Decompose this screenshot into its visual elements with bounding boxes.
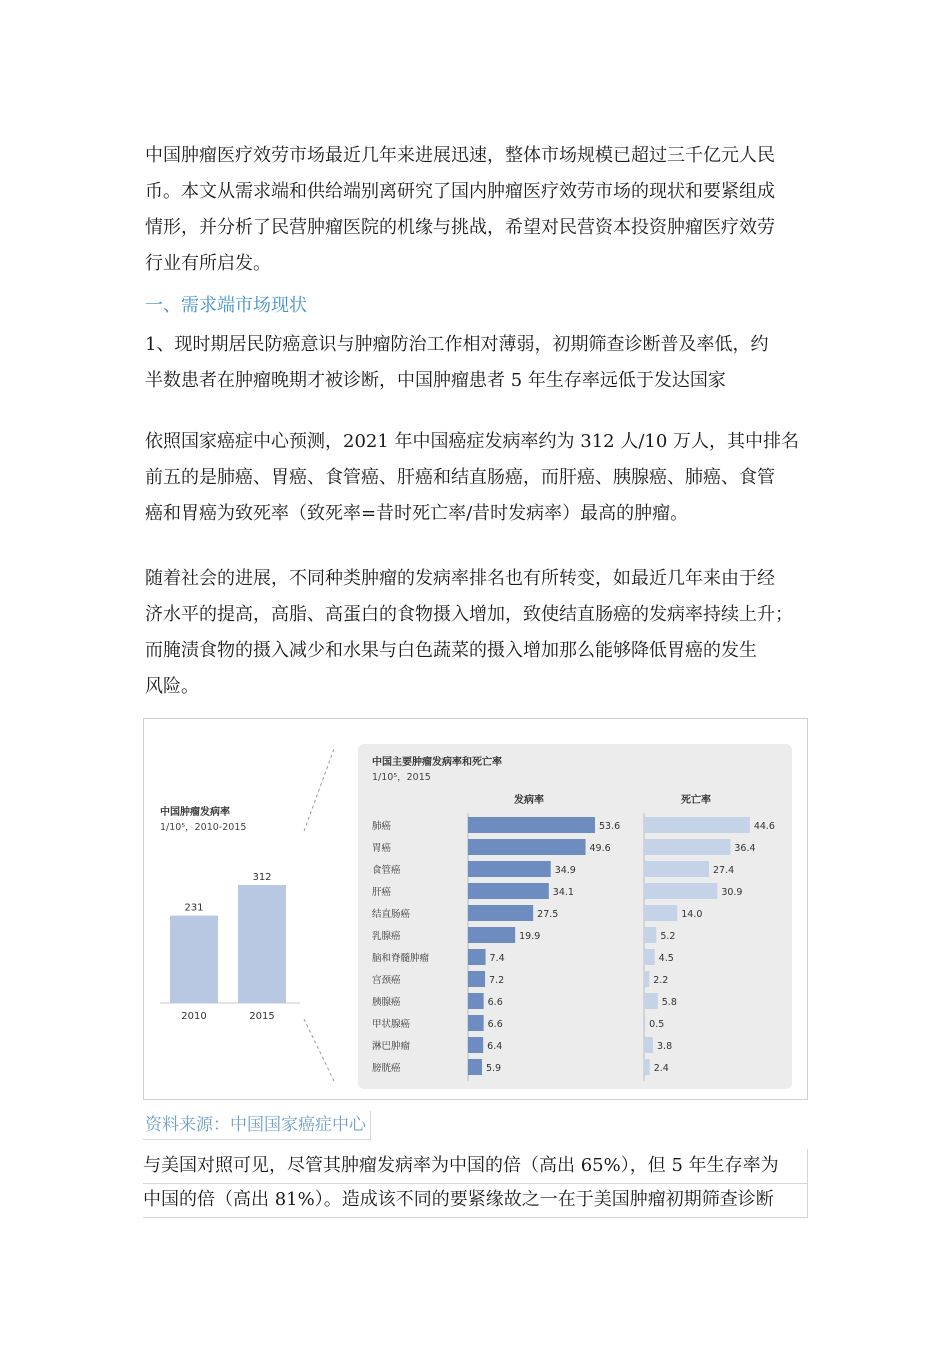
left-chart-subtitle: 1/10⁵，2010-2015 — [160, 822, 247, 833]
zoom-connector-bottom — [304, 1019, 334, 1081]
incidence-bar — [468, 861, 551, 877]
incidence-value-label: 53.6 — [599, 821, 621, 832]
mortality-bar — [644, 817, 750, 833]
series-header-incidence: 发病率 — [514, 795, 544, 806]
left-chart-value-label: 231 — [184, 902, 204, 914]
right-chart-panel — [358, 744, 792, 1089]
mortality-value-label: 36.4 — [734, 843, 756, 854]
mortality-bar — [644, 839, 730, 855]
incidence-value-label: 5.9 — [485, 1063, 502, 1074]
mortality-value-label: 44.6 — [753, 821, 775, 832]
mortality-value-label: 2.4 — [653, 1063, 669, 1074]
mortality-bar — [644, 861, 709, 877]
incidence-value-label: 7.4 — [489, 953, 505, 964]
incidence-bar — [468, 993, 484, 1009]
mortality-bar — [644, 1059, 650, 1075]
text-line: 济水平的提高，高脂、高蛋白的食物摄入增加，致使结直肠癌的发病率持续上升； — [145, 604, 793, 625]
incidence-value-label: 7.2 — [489, 975, 505, 986]
incidence-bar — [468, 1037, 483, 1053]
category-label: 脑和脊髓肿瘤 — [372, 953, 430, 964]
text-line: 情形，并分析了民营肿瘤医院的机缘与挑战，希望对民营资本投资肿瘤医疗效劳 — [145, 217, 775, 238]
point-1-paragraph — [145, 327, 807, 399]
mortality-value-label: 4.5 — [658, 953, 674, 964]
incidence-paragraph — [145, 424, 807, 532]
category-label: 食管癌 — [372, 865, 401, 876]
mortality-bar — [644, 1037, 653, 1053]
text-line: 而腌渍食物的摄入减少和水果与白色蔬菜的摄入增加那么能够降低胃癌的发生 — [145, 640, 757, 661]
incidence-bar — [468, 905, 533, 921]
mortality-bar — [644, 971, 649, 987]
mortality-value-label: 3.8 — [657, 1041, 673, 1052]
mortality-bar — [644, 927, 656, 943]
incidence-bar — [468, 839, 586, 855]
mortality-bar — [644, 993, 658, 1009]
incidence-bar — [468, 817, 595, 833]
category-label: 胰腺癌 — [372, 997, 401, 1008]
source-caption: 资料来源：中国国家癌症中心 — [143, 1111, 371, 1140]
comparison-line-2: 中国的倍（高出 81%）。造成该不同的要紧缘故之一在于美国肿瘤初期筛查诊断 — [143, 1183, 808, 1218]
text-line: 前五的是肺癌、胃癌、食管癌、肝癌和结直肠癌，而肝癌、胰腺癌、肺癌、食管 — [145, 467, 775, 488]
category-label: 胃癌 — [372, 843, 392, 854]
intro-paragraph — [145, 138, 807, 282]
trend-paragraph — [145, 561, 807, 705]
incidence-bar — [468, 927, 515, 943]
incidence-value-label: 6.6 — [487, 1019, 503, 1030]
left-chart-category-label: 2015 — [249, 1011, 275, 1022]
mortality-value-label: 2.2 — [653, 975, 669, 986]
chart-svg — [144, 719, 807, 1099]
text-line: 中国肿瘤医疗效劳市场最近几年来进展迅速，整体市场规模已超过三千亿元人民 — [145, 145, 775, 166]
incidence-bar — [468, 1015, 484, 1031]
text-line: 1、现时期居民防癌意识与肿瘤防治工作相对薄弱，初期筛查诊断普及率低，约 — [145, 334, 769, 355]
text-line: 币。本文从需求端和供给端别离研究了国内肿瘤医疗效劳市场的现状和要紧组成 — [145, 181, 775, 202]
category-label: 结直肠癌 — [372, 909, 411, 920]
incidence-value-label: 6.6 — [487, 997, 503, 1008]
category-label: 肺癌 — [372, 821, 392, 832]
incidence-value-label: 27.5 — [537, 909, 559, 920]
left-chart-category-label: 2010 — [181, 1011, 207, 1022]
left-chart-bar — [238, 885, 286, 1003]
mortality-value-label: 30.9 — [721, 887, 743, 898]
left-chart-bars — [170, 872, 286, 1022]
category-label: 肝癌 — [372, 887, 392, 898]
incidence-value-label: 49.6 — [589, 843, 611, 854]
mortality-value-label: 0.5 — [649, 1019, 665, 1030]
mortality-value-label: 5.2 — [660, 931, 676, 942]
mortality-value-label: 14.0 — [681, 909, 703, 920]
mortality-bar — [644, 1015, 645, 1031]
zoom-connector-top — [304, 749, 334, 831]
left-chart-value-label: 312 — [252, 872, 272, 883]
incidence-value-label: 6.4 — [487, 1041, 503, 1052]
chart-figure — [143, 718, 808, 1100]
left-chart-title: 中国肿瘤发病率 — [160, 807, 230, 818]
category-label: 膀胱癌 — [372, 1063, 401, 1074]
series-header-mortality: 死亡率 — [681, 795, 711, 806]
incidence-value-label: 34.1 — [552, 887, 574, 898]
text-line: 行业有所启发。 — [145, 253, 271, 274]
text-line: 随着社会的进展，不同种类肿瘤的发病率排名也有所转变，如最近几年来由于经 — [145, 568, 775, 589]
mortality-value-label: 27.4 — [713, 865, 735, 876]
incidence-value-label: 19.9 — [519, 931, 541, 942]
mortality-bar — [644, 949, 655, 965]
text-line: 依照国家癌症中心预测，2021 年中国癌症发病率约为 312 人/10 万人，其中排名 — [145, 431, 800, 452]
mortality-value-label: 5.8 — [661, 997, 677, 1008]
category-label: 乳腺癌 — [372, 931, 401, 942]
right-chart-title: 中国主要肿瘤发病率和死亡率 — [372, 757, 502, 768]
right-chart-subtitle: 1/10⁵，2015 — [372, 772, 431, 783]
category-label: 宫颈癌 — [372, 975, 401, 986]
text-line: 半数患者在肿瘤晚期才被诊断，中国肿瘤患者 5 年生存率远低于发达国家 — [145, 370, 726, 391]
category-label: 淋巴肿瘤 — [372, 1041, 411, 1052]
incidence-bar — [468, 1059, 482, 1075]
incidence-value-label: 34.9 — [554, 865, 576, 876]
left-chart-bar — [170, 916, 218, 1003]
mortality-bar — [644, 905, 677, 921]
incidence-bar — [468, 883, 549, 899]
text-line: 风险。 — [145, 676, 199, 697]
section-heading: 一、需求端市场现状 — [145, 295, 307, 316]
mortality-bar — [644, 883, 717, 899]
comparison-line-1: 与美国对照可见，尽管其肿瘤发病率为中国的倍（高出 65%），但 5 年生存率为 — [143, 1149, 808, 1184]
category-label: 甲状腺癌 — [372, 1019, 411, 1030]
incidence-bar — [468, 949, 486, 965]
text-line: 癌和胃癌为致死率（致死率=昔时死亡率/昔时发病率）最高的肿瘤。 — [145, 503, 689, 524]
incidence-bar — [468, 971, 485, 987]
